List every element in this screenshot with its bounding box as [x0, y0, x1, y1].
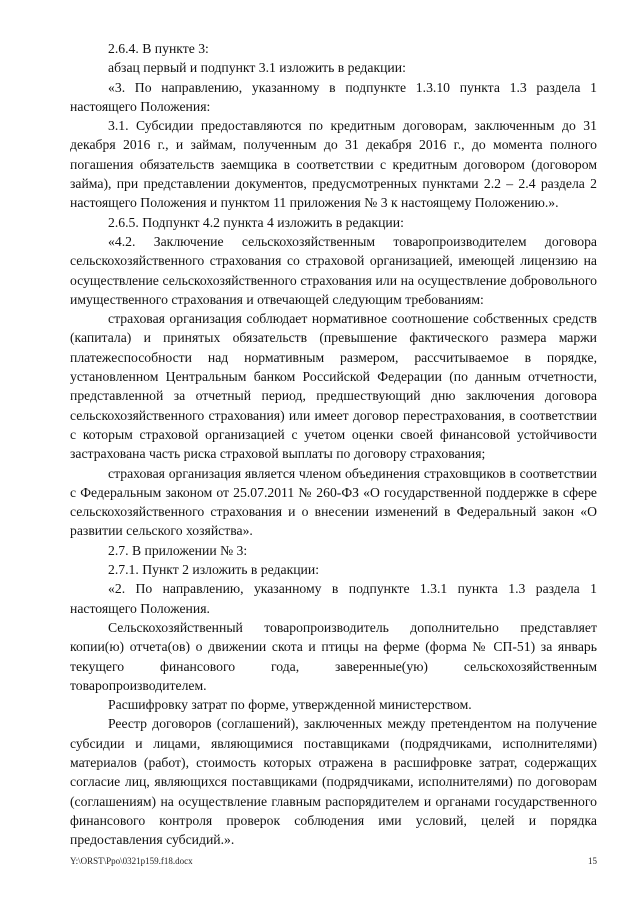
paragraph-contracts-register: Реестр договоров (соглашений), заключенных между претендентом на получение субсидии и лицами, являющимися поставщиками (подрядчиками, исполнителями) материалов (работ), стоимость которых отражена в расшифровке затрат, содержащих согласие лиц, являющихся поставщиками (подрядчиками, исполнителями) по договорам (соглашениям) на осуществление главным распорядителем и органами государственного финансового контроля проверок соблюдения ими условий, целей и порядка предоставления субсидий.». — [70, 716, 597, 848]
paragraph-requirement-membership: страховая организация является членом объединения страховщиков в соответствии с Федеральным законом от 25.07.2011 № 260-ФЗ «О государственной поддержке в сфере сельскохозяйственного страхования и о внесении изменений в Федеральный закон «О развитии сельского хозяйства». — [70, 465, 597, 539]
paragraph-copies-report: Сельскохозяйственный товаропроизводитель дополнительно представляет копии(ю) отчета(ов) о движении скота и птицы на ферме (форма № СП-51) за январь текущего финансового года, заверенные(ую) сельскохозяйственным товаропроизводителем. — [70, 619, 597, 693]
paragraph-3-1: 3.1. Субсидии предоставляются по кредитным договорам, заключенным до 31 декабря 2016 г., и займам, полученным до 31 декабря 2016 г., до момента полного погашения обязательств заемщика в соответствии с кредитным договором (договором займа), при представлении документов, предусмотренных пунктами 2.2 – 2.4 раздела 2 настоящего Положения и пунктом 11 приложения № 3 к настоящему Положению.». — [70, 118, 597, 211]
paragraph-2-7-1: 2.7.1. Пункт 2 изложить в редакции: — [108, 562, 319, 578]
paragraph-punkt-3: «3. По направлению, указанному в подпункте 1.3.10 пункта 1.3 раздела 1 настоящего Положения: — [70, 79, 597, 114]
document-body — [70, 39, 597, 849]
paragraph-cost-breakdown: Расшифровку затрат по форме, утвержденной министерством. — [108, 697, 472, 713]
paragraph-2-6-4: 2.6.4. В пункте 3: — [108, 41, 209, 56]
paragraph-requirement-capital: страховая организация соблюдает нормативное соотношение собственных средств (капитала) и принятых обязательств (превышение фактического размера маржи платежеспособности над нормативным размером, рассчитываемое в порядке, установленном Центральным банком Российской Федерации (по данным отчетности, представленной за отчетный период, предшествующий дню заключения договора сельскохозяйственного страхования) или имеет договор перестрахования, в соответствии с которым страховой организацией с учетом оценки своей финансовой устойчивости застрахована часть риска страховой выплаты по договору страхования; — [70, 311, 597, 462]
paragraph-2-6-5: 2.6.5. Подпункт 4.2 пункта 4 изложить в редакции: — [108, 214, 404, 230]
paragraph-abzac-pervyj: абзац первый и подпункт 3.1 изложить в редакции: — [108, 60, 406, 76]
page-number: 15 — [588, 856, 597, 866]
paragraph-punkt-2: «2. По направлению, указанному в подпункте 1.3.1 пункта 1.3 раздела 1 настоящего Положения. — [70, 581, 597, 616]
footer-file-path: Y:\ORST\Ppo\0321p159.f18.docx — [70, 856, 193, 866]
paragraph-4-2: «4.2. Заключение сельскохозяйственным товаропроизводителем договора сельскохозяйственного страхования со страховой организацией, имеющей лицензию на осуществление сельскохозяйственного страхования или на осуществление добровольного имущественного страхования и отвечающей следующим требованиям: — [70, 233, 597, 307]
paragraph-2-7: 2.7. В приложении № 3: — [108, 542, 248, 558]
